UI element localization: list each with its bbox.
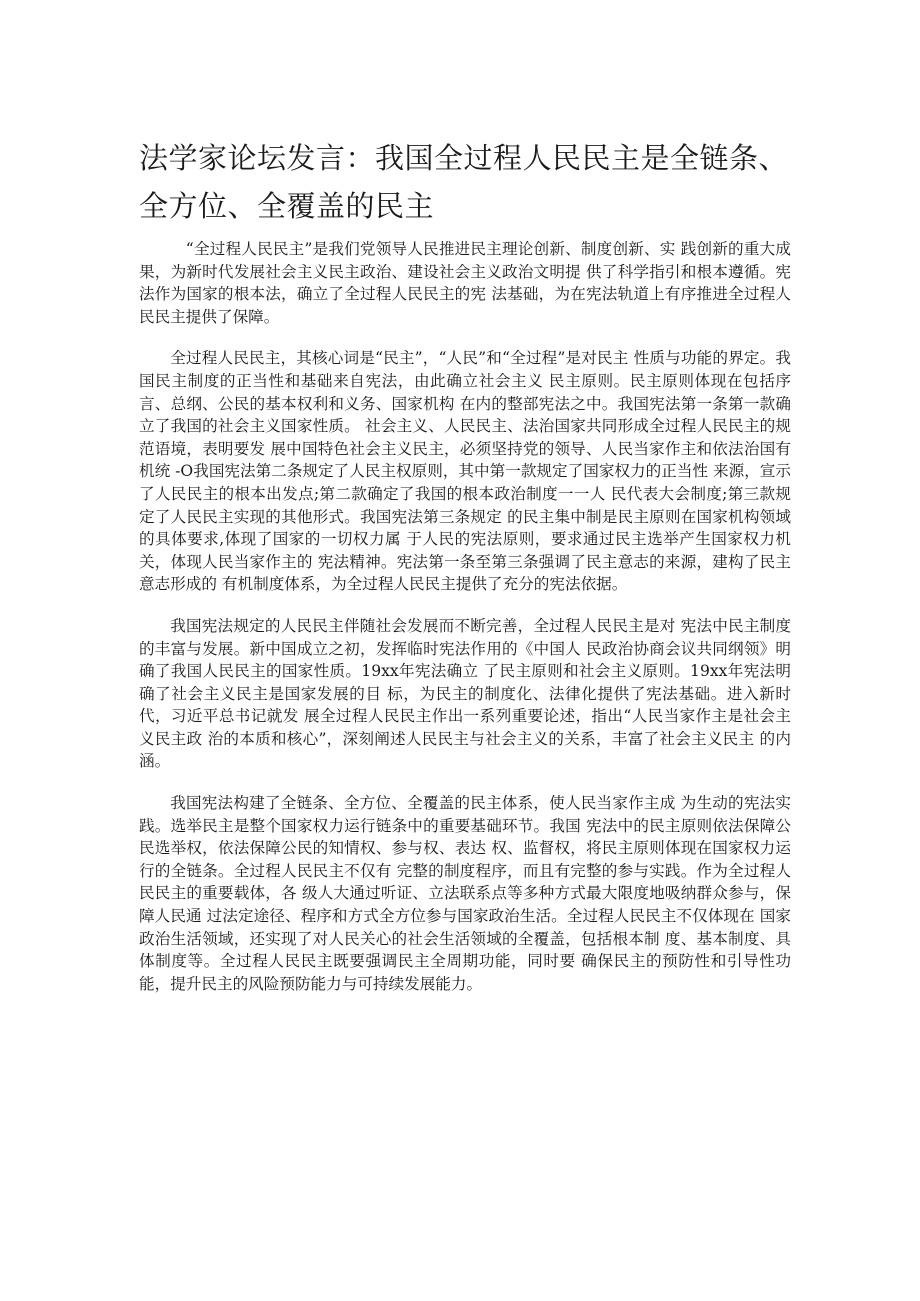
paragraph-1: “全过程人民民主”是我们党领导人民推进民主理论创新、制度创新、实 践创新的重大成果，为新时代发展社会主义民主政治、建设社会主义政治文明提 供了科学指引和根本遵循。宪法作为国家的根本法，确立了全过程人民民主的宪 法基础，为在宪法轨道上有序推进全过程人民民主提供了保障。: [139, 240, 791, 326]
document-body: [139, 238, 791, 1014]
paragraph-3: 我国宪法规定的人民民主伴随社会发展而不断完善，全过程人民民主是对 宪法中民主制度的丰富与发展。新中国成立之初，发挥临时宪法作用的《中国人 民政治协商会议共同纲领》明确了我国人民民主的国家性质。19xx年宪法确立 了民主原则和社会主义原则。19xx年宪法明确了社会主义民主是国家发展的目 标，为民主的制度化、法律化提供了宪法基础。进入新时代，习近平总书记就发 展全过程人民民主作出一系列重要论述，指出“人民当家作主是社会主义民主政 治的本质和核心”，深刻阐述人民民主与社会主义的关系，丰富了社会主义民主 的内涵。: [139, 616, 791, 771]
paragraph-2: 全过程人民民主，其核心词是“民主”，“人民”和“全过程”是对民主 性质与功能的界定。我国民主制度的正当性和基础来自宪法，由此确立社会主义 民主原则。民主原则体现在包括序言、总纲、公民的基本权利和义务、国家机构 在内的整部宪法之中。我国宪法第一条第一款确立了我国的社会主义国家性质。 社会主义、人民民主、法治国家共同形成全过程人民民主的规范语境，表明要发 展中国特色社会主义民主，必须坚持党的领导、人民当家作主和依法治国有机统 -O我国宪法第二条规定了人民主权原则，其中第一款规定了国家权力的正当性 来源，宣示了人民民主的根本出发点;第二款确定了我国的根本政治制度一一人 民代表大会制度;第三款规定了人民民主实现的其他形式。我国宪法第三条规定 的民主集中制是民主原则在国家机构领域的具体要求,体现了国家的一切权力属 于人民的宪法原则，要求通过民主选举产生国家权力机关，体现人民当家作主的 宪法精神。宪法第一条至第三条强调了民主意志的来源，建构了民主意志形成的 有机制度体系，为全过程人民民主提供了充分的宪法依据。: [139, 349, 791, 594]
paragraph-4: 我国宪法构建了全链条、全方位、全覆盖的民主体系，使人民当家作主成 为生动的宪法实践。选举民主是整个国家权力运行链条中的重要基础环节。我国 宪法中的民主原则依法保障公民选举权，依法保障公民的知情权、参与权、表达 权、监督权，将民主原则体现在国家权力运行的全链条。全过程人民民主不仅有 完整的制度程序，而且有完整的参与实践。作为全过程人民民主的重要载体，各 级人大通过听证、立法联系点等多种方式最大限度地吸纳群众参与，保障人民通 过法定途径、程序和方式全方位参与国家政治生活。全过程人民民主不仅体现在 国家政治生活领域，还实现了对人民关心的社会生活领域的全覆盖，包括根本制 度、基本制度、具体制度等。全过程人民民主既要强调民主全周期功能，同时要 确保民主的预防性和引导性功能，提升民主的风险预防能力与可持续发展能力。: [139, 794, 791, 993]
document-title: 法学家论坛发言：我国全过程人民民主是全链条、全方位、全覆盖的民主: [139, 141, 789, 223]
